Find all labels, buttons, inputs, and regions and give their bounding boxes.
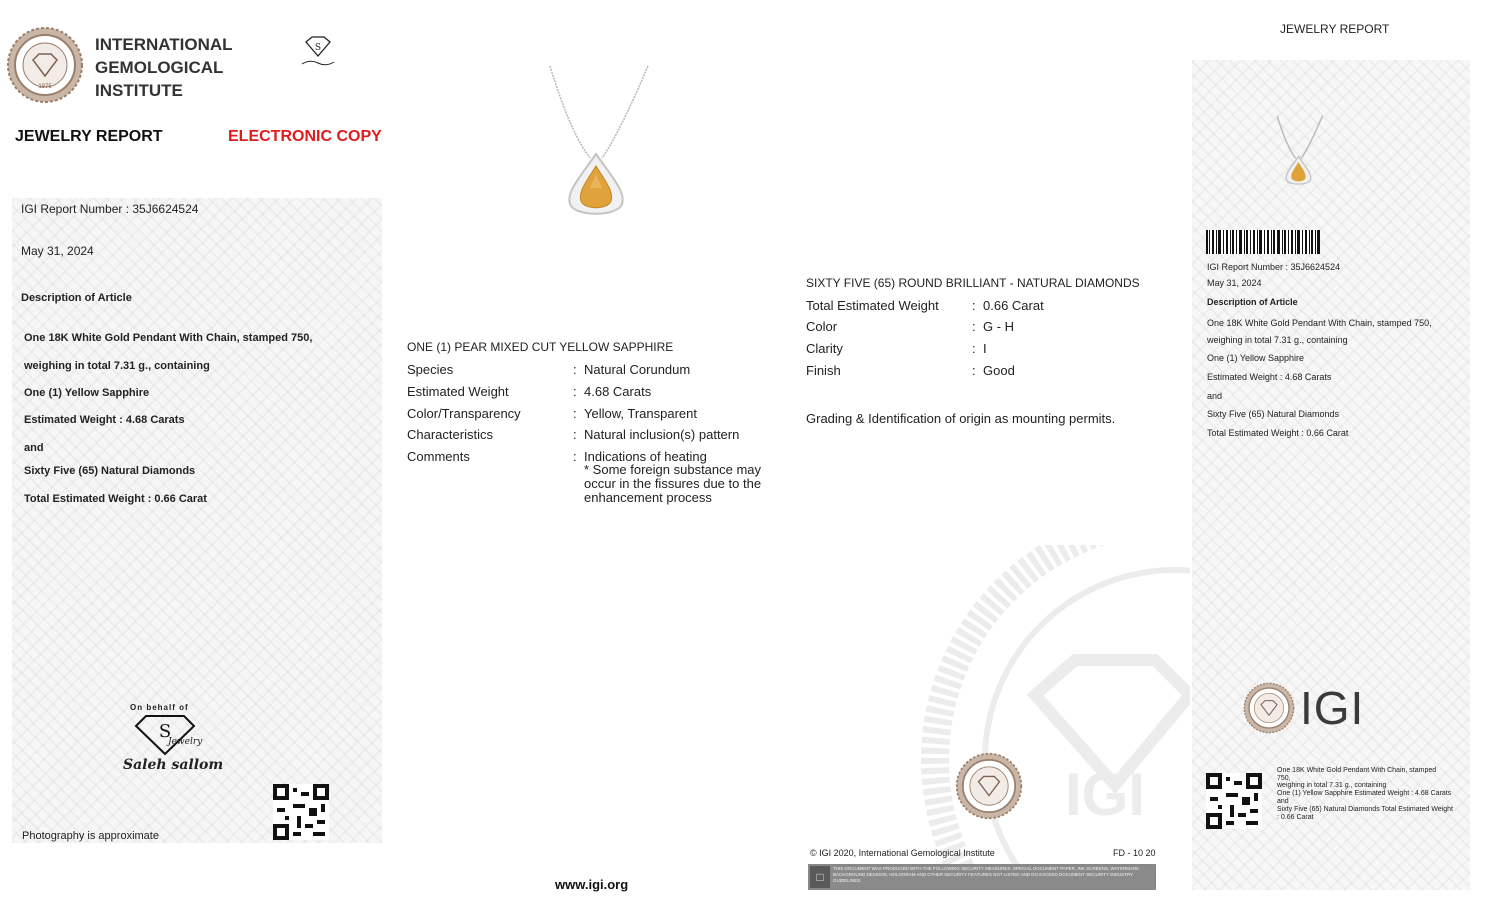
separator: : [573,362,577,377]
stub-desc-line: One 18K White Gold Pendant With Chain, stamped 750, [1207,318,1432,328]
sapphire-label: Species [407,362,454,377]
description-heading: Description of Article [21,292,132,304]
diamond-value: G - H [983,319,1015,334]
igi-wordmark: IGI [1300,682,1365,734]
desc-line: weighing in total 7.31 g., containing [24,360,210,372]
pendant-image [530,62,660,222]
separator: : [972,319,976,334]
brand-sub: Jewelry [168,737,203,747]
desc-line: Total Estimated Weight : 0.66 Carat [24,493,207,505]
diamond-value: I [983,341,987,356]
stub-line: and [1277,798,1289,805]
form-code: FD - 10 20 [1113,848,1156,858]
org-name-line3: INSTITUTE [95,81,183,100]
separator: : [573,384,577,399]
photography-note: Photography is approximate [22,830,159,842]
barcode[interactable] [1206,230,1320,254]
sapphire-value: Natural Corundum [584,362,691,377]
website-link[interactable]: www.igi.org [555,877,629,892]
org-name-line1: INTERNATIONAL [95,35,233,54]
security-strip [808,864,1156,890]
diamond-label: Clarity [806,341,843,356]
diamond-label: Total Estimated Weight [806,298,939,313]
sapphire-comment-extra: * Some foreign substance may [584,462,762,477]
desc-line: One (1) Yellow Sapphire [24,387,150,399]
separator: : [573,449,577,464]
stub-desc-line: Total Estimated Weight : 0.66 Carat [1207,428,1349,438]
sapphire-label: Characteristics [407,427,493,442]
separator: : [573,427,577,442]
sapphire-label: Color/Transparency [407,406,521,421]
diamond-label: Color [806,319,838,334]
grading-note: Grading & Identification of origin as mounting permits. [806,411,1116,426]
diamonds-title: SIXTY FIVE (65) ROUND BRILLIANT - NATURAL DIAMONDS [806,276,1140,290]
brand-name: Saleh sallom [123,757,224,773]
qr-code-right[interactable] [1206,773,1262,829]
lock-icon: □ [810,866,830,888]
stub-line: One (1) Yellow Sapphire Estimated Weight : 4.68 Carats [1277,790,1452,797]
security-text: THIS DOCUMENT WAS PRODUCED WITH THE FOLLOWING SECURITY MEASURES: SPECIAL DOCUMENT PAPER, INK SCREENS, WATERMARK BACKGROUND DESIGNS, HOLOGRAM AND OTHER SECURITY FEATURES NOT LISTED AND DO EXCEED DOCUMENT SECURITY INDUSTRY GUIDELINES. [833,866,1140,883]
org-name-line2: GEMOLOGICAL [95,58,224,77]
stub-report-title: JEWELRY REPORT [1280,22,1390,36]
electronic-copy-label: ELECTRONIC COPY [228,128,382,145]
sapphire-value: Natural inclusion(s) pattern [584,427,740,442]
watermark-seal [915,545,1190,875]
sapphire-label: Estimated Weight [407,384,509,399]
stub-desc-line: One (1) Yellow Sapphire [1207,353,1305,363]
separator: : [972,341,976,356]
pendant-thumbnail [1268,112,1328,190]
qr-code-left[interactable] [273,784,329,840]
diamond-value: Good [983,363,1015,378]
sapphire-value: Yellow, Transparent [584,406,697,421]
brand-logo [130,712,203,757]
sapphire-comment-extra: occur in the fissures due to the [584,476,762,491]
desc-line: Estimated Weight : 4.68 Carats [24,414,185,426]
brand-logo-small [298,32,338,68]
igi-seal-small [955,752,1023,820]
svg-text:IGI: IGI [1065,761,1146,828]
report-title: JEWELRY REPORT [15,128,163,145]
desc-line: One 18K White Gold Pendant With Chain, stamped 750, [24,332,313,344]
igi-seal-brand [1243,682,1295,734]
stub-desc-line: Sixty Five (65) Natural Diamonds [1207,409,1340,419]
separator: : [573,406,577,421]
stub-line: weighing in total 7.31 g., containing [1277,782,1387,789]
sapphire-title: ONE (1) PEAR MIXED CUT YELLOW SAPPHIRE [407,340,674,354]
desc-line: and [24,442,44,454]
stub-date: May 31, 2024 [1207,278,1262,288]
seal-year: 1975 [38,84,52,90]
stub-line: : 0.66 Carat [1277,814,1314,821]
on-behalf-label: On behalf of [130,703,189,712]
stub-description-heading: Description of Article [1207,297,1298,307]
diamond-label: Finish [806,363,841,378]
svg-text:S: S [314,43,322,53]
stub-line: 750, [1277,775,1291,782]
stub-line: Sixty Five (65) Natural Diamonds Total Estimated Weight [1277,806,1453,813]
stub-line: One 18K White Gold Pendant With Chain, stamped [1277,767,1437,774]
separator: : [972,363,976,378]
diamond-value: 0.66 Carat [983,298,1044,313]
sapphire-comment-extra: enhancement process [584,490,712,505]
igi-seal-logo [6,26,84,104]
stub-report-number: IGI Report Number : 35J6624524 [1207,262,1341,272]
sapphire-value: 4.68 Carats [584,384,652,399]
desc-line: Sixty Five (65) Natural Diamonds [24,465,196,477]
report-number: IGI Report Number : 35J6624524 [21,202,199,216]
stub-desc-line: Estimated Weight : 4.68 Carats [1207,372,1332,382]
separator: : [972,298,976,313]
svg-text:S: S [158,721,172,742]
sapphire-label: Comments [407,449,470,464]
sapphire-value: Indications of heating [584,449,707,464]
report-date: May 31, 2024 [21,244,94,258]
stub-desc-line: weighing in total 7.31 g., containing [1207,335,1348,345]
right-pattern-panel [1192,60,1470,890]
copyright: © IGI 2020, International Gemological Institute [810,848,995,858]
stub-desc-line: and [1207,391,1223,401]
